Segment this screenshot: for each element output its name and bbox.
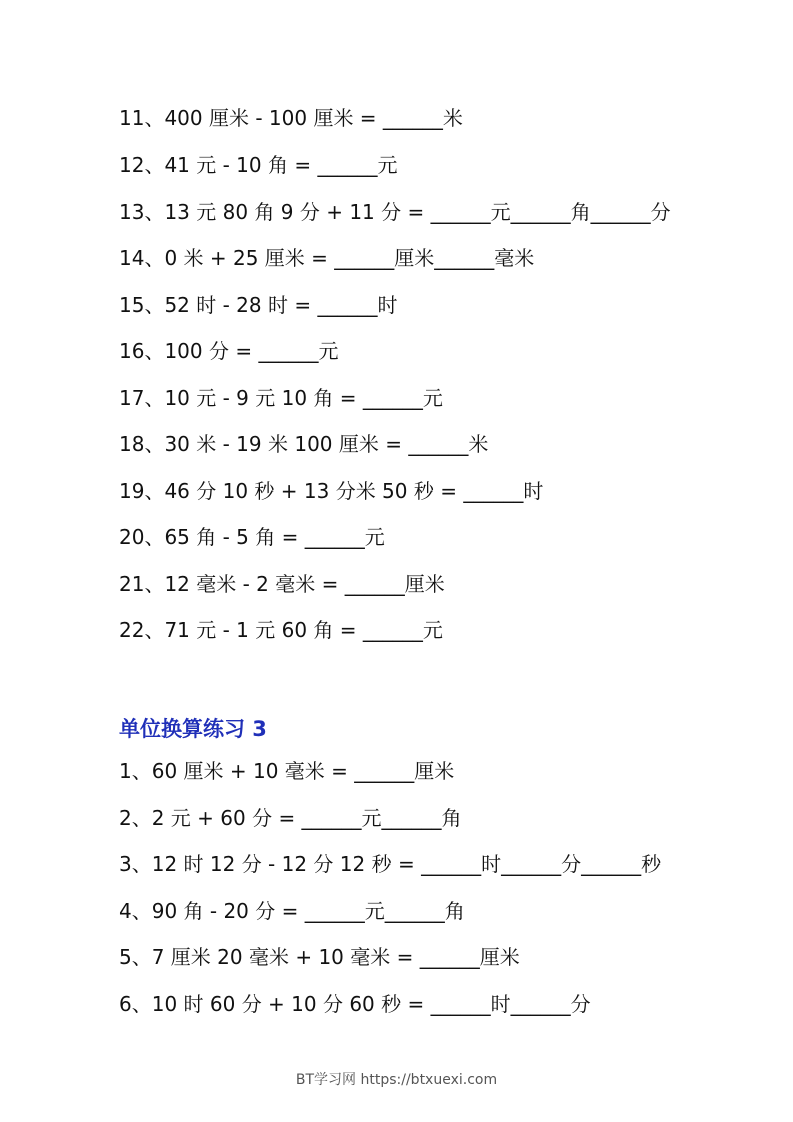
problem-b-5: 5、7 厘米 20 毫米 + 10 毫米 = ______厘米 — [119, 945, 520, 969]
problem-b-1: 1、60 厘米 + 10 毫米 = ______厘米 — [119, 759, 455, 783]
footer-watermark: BT学习网 https://btxuexi.com — [295, 1072, 498, 1088]
section-title: 单位换算练习 3 — [119, 717, 267, 741]
problem-21: 21、12 毫米 - 2 毫米 = ______厘米 — [119, 572, 445, 596]
problem-19: 19、46 分 10 秒 + 13 分米 50 秒 = ______时 — [119, 479, 544, 503]
problem-14: 14、0 米 + 25 厘米 = ______厘米______毫米 — [119, 246, 535, 270]
problem-b-3: 3、12 时 12 分 - 12 分 12 秒 = ______时______分______秒 — [119, 852, 662, 876]
problem-b-6: 6、10 时 60 分 + 10 分 60 秒 = ______时______分 — [119, 992, 591, 1016]
problem-12: 12、41 元 - 10 角 = ______元 — [119, 153, 398, 177]
problem-18: 18、30 米 - 19 米 100 厘米 = ______米 — [119, 432, 489, 456]
problem-b-2: 2、2 元 + 60 分 = ______元______角 — [119, 806, 462, 830]
problem-b-4: 4、90 角 - 20 分 = ______元______角 — [119, 899, 465, 923]
problem-20: 20、65 角 - 5 角 = ______元 — [119, 525, 385, 549]
problem-11: 11、400 厘米 - 100 厘米 = ______米 — [119, 106, 463, 130]
problem-13: 13、13 元 80 角 9 分 + 11 分 = ______元______角______分 — [119, 200, 671, 224]
problem-17: 17、10 元 - 9 元 10 角 = ______元 — [119, 386, 443, 410]
problem-15: 15、52 时 - 28 时 = ______时 — [119, 293, 398, 317]
problem-16: 16、100 分 = ______元 — [119, 339, 339, 363]
problem-22: 22、71 元 - 1 元 60 角 = ______元 — [119, 618, 443, 642]
